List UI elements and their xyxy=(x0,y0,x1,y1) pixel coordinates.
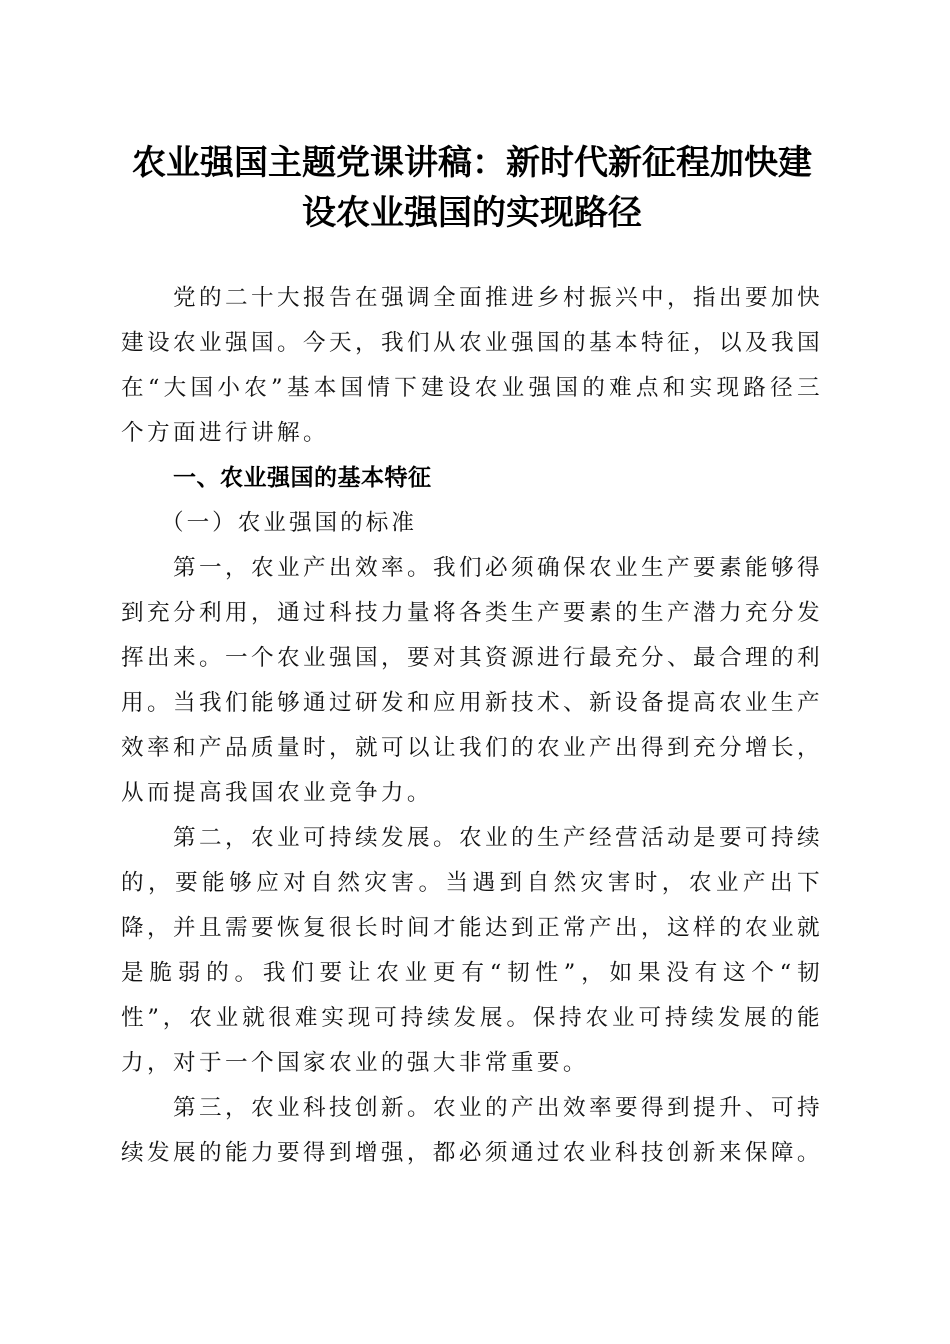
subsection-heading-1: （一）农业强国的标准 xyxy=(161,510,417,536)
paragraph-sustainability xyxy=(121,816,823,1086)
section-heading-1: 一、农业强国的基本特征 xyxy=(173,465,432,491)
document-body xyxy=(121,276,823,1176)
paragraph-lead: 第三，农业科技创新。 xyxy=(173,1095,434,1121)
paragraph-lead: 第一，农业产出效率。 xyxy=(173,555,434,581)
paragraph-efficiency xyxy=(121,546,823,816)
paragraph-lead: 第二，农业可持续发展。 xyxy=(173,825,459,851)
document-title xyxy=(121,138,823,238)
intro-paragraph: 党的二十大报告在强调全面推进乡村振兴中，指出要加快建设农业强国。今天，我们从农业强国的基本特征，以及我国在“大国小农”基本国情下建设农业强国的难点和实现路径三个方面进行讲解。 xyxy=(121,285,823,446)
paragraph-text: 农业的生产经营活动是要可持续的，要能够应对自然灾害。当遇到自然灾害时，农业产出下降，并且需要恢复很长时间才能达到正常产出，这样的农业就是脆弱的。我们要让农业更有“韧性”，如果没有这个“韧性”，农业就很难实现可持续发展。保持农业可持续发展的能力，对于一个国家农业的强大非常重要。 xyxy=(121,825,823,1076)
paragraph-text: 农业的产出效率要得到提升、可持续发展的能力要得到增强，都必须通过农业科技创新来保障。 xyxy=(121,1095,824,1166)
title-line-2: 设农业强国的实现路径 xyxy=(302,193,642,233)
paragraph-text: 我们必须确保农业生产要素能够得到充分利用，通过科技力量将各类生产要素的生产潜力充分发挥出来。一个农业强国，要对其资源进行最充分、最合理的利用。当我们能够通过研发和应用新技术、新设备提高农业生产效率和产品质量时，就可以让我们的农业产出得到充分增长，从而提高我国农业竞争力。 xyxy=(121,555,824,806)
title-line-1: 农业强国主题党课讲稿：新时代新征程加快建 xyxy=(132,143,812,183)
paragraph-innovation xyxy=(121,1086,823,1176)
